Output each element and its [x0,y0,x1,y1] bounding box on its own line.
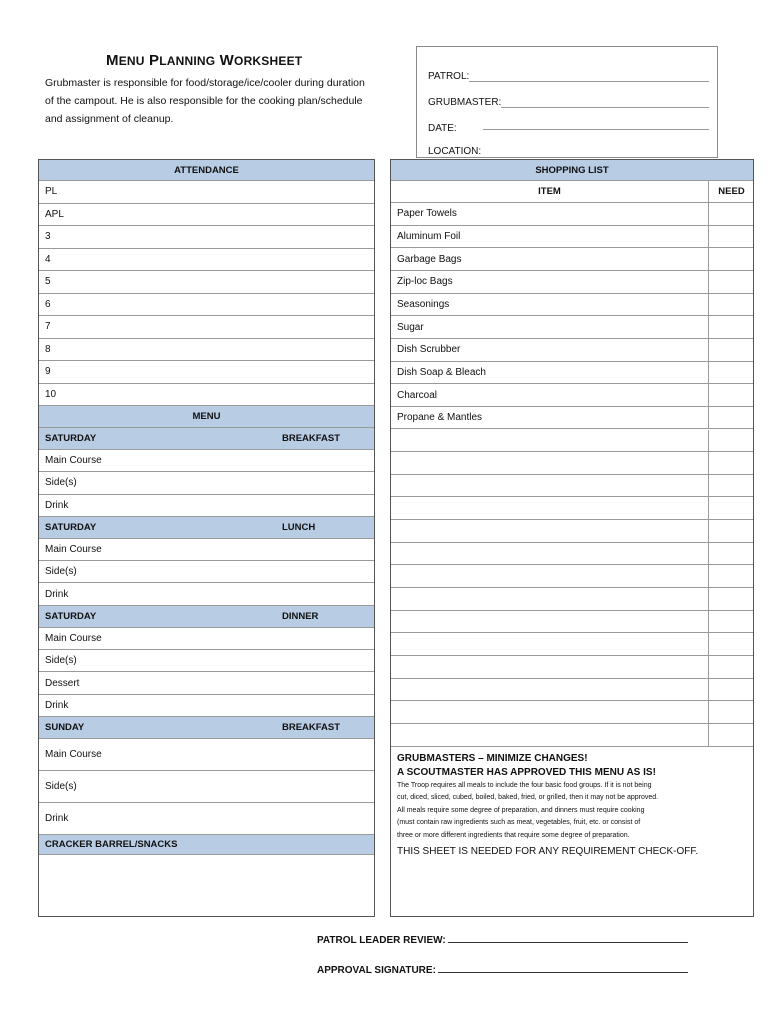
shopping-column-headers [391,181,753,203]
intro-text [45,74,415,128]
need-checkbox[interactable] [708,679,753,702]
attendance-header: ATTENDANCE [39,160,374,181]
menu-item-row[interactable]: Main Course [39,739,374,771]
shopping-item-row[interactable]: Sugar [391,316,708,339]
need-checkbox[interactable] [708,701,753,724]
attendance-row[interactable]: PL [39,181,374,204]
item-column-header: ITEM [538,186,561,197]
need-checkbox[interactable] [708,452,753,475]
shopping-item-row[interactable] [391,611,708,634]
review-label: PATROL LEADER REVIEW: [317,935,446,946]
need-checkbox[interactable] [708,656,753,679]
meal-type: LUNCH [282,521,316,533]
need-checkbox[interactable] [708,339,753,362]
shopping-item-row[interactable]: Aluminum Foil [391,226,708,249]
notice-body-line: All meals require some degree of preparation, and dinners must require cooking [397,806,645,814]
need-checkbox[interactable] [708,633,753,656]
shopping-item-row[interactable] [391,679,708,702]
shopping-item-row[interactable] [391,656,708,679]
notice-subheading: A SCOUTMASTER HAS APPROVED THIS MENU AS IS! [397,766,656,778]
notice-footer: THIS SHEET IS NEEDED FOR ANY REQUIREMENT CHECK-OFF. [397,846,699,858]
shopping-item-row[interactable]: Garbage Bags [391,248,708,271]
menu-item-row[interactable]: Dessert [39,672,374,694]
patrol-label: PATROL: [428,71,470,82]
attendance-row[interactable]: 5 [39,271,374,294]
meal-day: SATURDAY [45,521,97,533]
shopping-list-header: SHOPPING LIST [391,160,753,181]
shopping-item-row[interactable]: Paper Towels [391,203,708,226]
need-checkbox[interactable] [708,724,753,747]
meal-type: DINNER [282,610,319,622]
notice-heading: GRUBMASTERS – MINIMIZE CHANGES! [397,752,588,764]
shopping-item-row[interactable] [391,497,708,520]
attendance-row[interactable]: 8 [39,339,374,362]
need-checkbox[interactable] [708,316,753,339]
need-checkbox[interactable] [708,520,753,543]
menu-item-row[interactable]: Side(s) [39,472,374,494]
meal-section-header [39,717,374,739]
attendance-row[interactable]: APL [39,204,374,227]
shopping-item-row[interactable] [391,633,708,656]
need-checkbox[interactable] [708,611,753,634]
date-field[interactable] [483,129,709,130]
menu-item-row[interactable]: Side(s) [39,771,374,803]
attendance-row[interactable]: 9 [39,361,374,384]
menu-item-row[interactable]: Drink [39,495,374,517]
meal-section-header [39,428,374,450]
shopping-item-row[interactable] [391,724,708,747]
meal-day: SATURDAY [45,610,97,622]
review-signature-line[interactable] [448,933,688,943]
menu-item-row[interactable]: Drink [39,803,374,835]
menu-item-row[interactable]: Drink [39,695,374,717]
meal-section-header [39,517,374,539]
need-checkbox[interactable] [708,271,753,294]
page-title: MENU PLANNING WORKSHEET [106,52,303,69]
shopping-item-row[interactable] [391,430,708,453]
menu-header: MENU [39,406,374,428]
approval-signature-line[interactable] [438,963,688,973]
need-checkbox[interactable] [708,565,753,588]
notice-body-line: (must contain raw ingredients such as meat, vegetables, fruit, etc. or consist of [397,819,641,827]
shopping-item-row[interactable] [391,701,708,724]
meal-type: BREAKFAST [282,433,341,444]
shopping-item-row[interactable]: Seasonings [391,294,708,317]
shopping-item-row[interactable]: Zip-loc Bags [391,271,708,294]
shopping-item-row[interactable] [391,475,708,498]
grubmaster-field[interactable] [501,107,709,108]
shopping-item-row[interactable]: Propane & Mantles [391,407,708,430]
need-checkbox[interactable] [708,407,753,430]
shopping-item-row[interactable] [391,452,708,475]
snacks-area[interactable] [39,855,374,917]
notice-body-line: three or more different ingredients that require some degree of preparation. [397,831,630,839]
location-label: LOCATION: [428,146,482,157]
shopping-item-row[interactable] [391,565,708,588]
date-label: DATE: [428,123,457,134]
need-checkbox[interactable] [708,475,753,498]
shopping-item-row[interactable] [391,520,708,543]
meal-day: SATURDAY [45,433,97,444]
attendance-menu-panel [38,159,375,917]
meal-type: BREAKFAST [282,722,341,733]
menu-item-row[interactable]: Main Course [39,539,374,561]
notice-body-line: cut, diced, sliced, cubed, boiled, baked, fried, or grilled, then it may not be approved. [397,794,659,802]
menu-item-row[interactable]: Side(s) [39,561,374,583]
shopping-item-row[interactable] [391,588,708,611]
attendance-row[interactable]: 10 [39,384,374,407]
shopping-item-row[interactable] [391,543,708,566]
meal-day: SUNDAY [45,722,85,733]
attendance-row[interactable]: 4 [39,249,374,272]
snacks-header: CRACKER BARREL/SNACKS [39,835,374,855]
meal-section-header [39,606,374,628]
need-checkbox[interactable] [708,588,753,611]
shopping-item-row[interactable]: Dish Scrubber [391,339,708,362]
attendance-row[interactable]: 7 [39,316,374,339]
patrol-field[interactable] [469,81,709,82]
need-checkbox[interactable] [708,430,753,453]
notice-body-line: The Troop requires all meals to include the four basic food groups. If it is not being [397,781,652,789]
need-checkbox[interactable] [708,362,753,385]
shopping-item-row[interactable]: Charcoal [391,384,708,407]
need-column-header: NEED [708,181,754,202]
need-checkbox[interactable] [708,203,753,226]
menu-item-row[interactable]: Drink [39,584,374,606]
attendance-row[interactable]: 3 [39,226,374,249]
menu-item-row[interactable]: Side(s) [39,650,374,672]
need-checkbox[interactable] [708,248,753,271]
intro-line: Grubmaster is responsible for food/storage/ice/cooler during duration [45,77,365,89]
intro-line: of the campout. He is also responsible for the cooking plan/schedule [45,95,363,107]
shopping-item-row[interactable]: Dish Soap & Bleach [391,362,708,385]
intro-line: and assignment of cleanup. [45,113,174,125]
attendance-row[interactable]: 6 [39,294,374,317]
need-checkbox[interactable] [708,226,753,249]
patrol-leader-review [317,933,688,946]
menu-item-row[interactable]: Main Course [39,450,374,472]
info-box [416,46,718,158]
need-checkbox[interactable] [708,384,753,407]
need-checkbox[interactable] [708,543,753,566]
approval-signature [317,963,688,976]
need-checkbox[interactable] [708,294,753,317]
grubmaster-label: GRUBMASTER: [428,97,502,108]
need-checkbox[interactable] [708,497,753,520]
approval-label: APPROVAL SIGNATURE: [317,965,436,976]
grubmaster-notice [397,753,747,858]
shopping-list-panel [390,159,754,917]
menu-item-row[interactable]: Main Course [39,628,374,650]
